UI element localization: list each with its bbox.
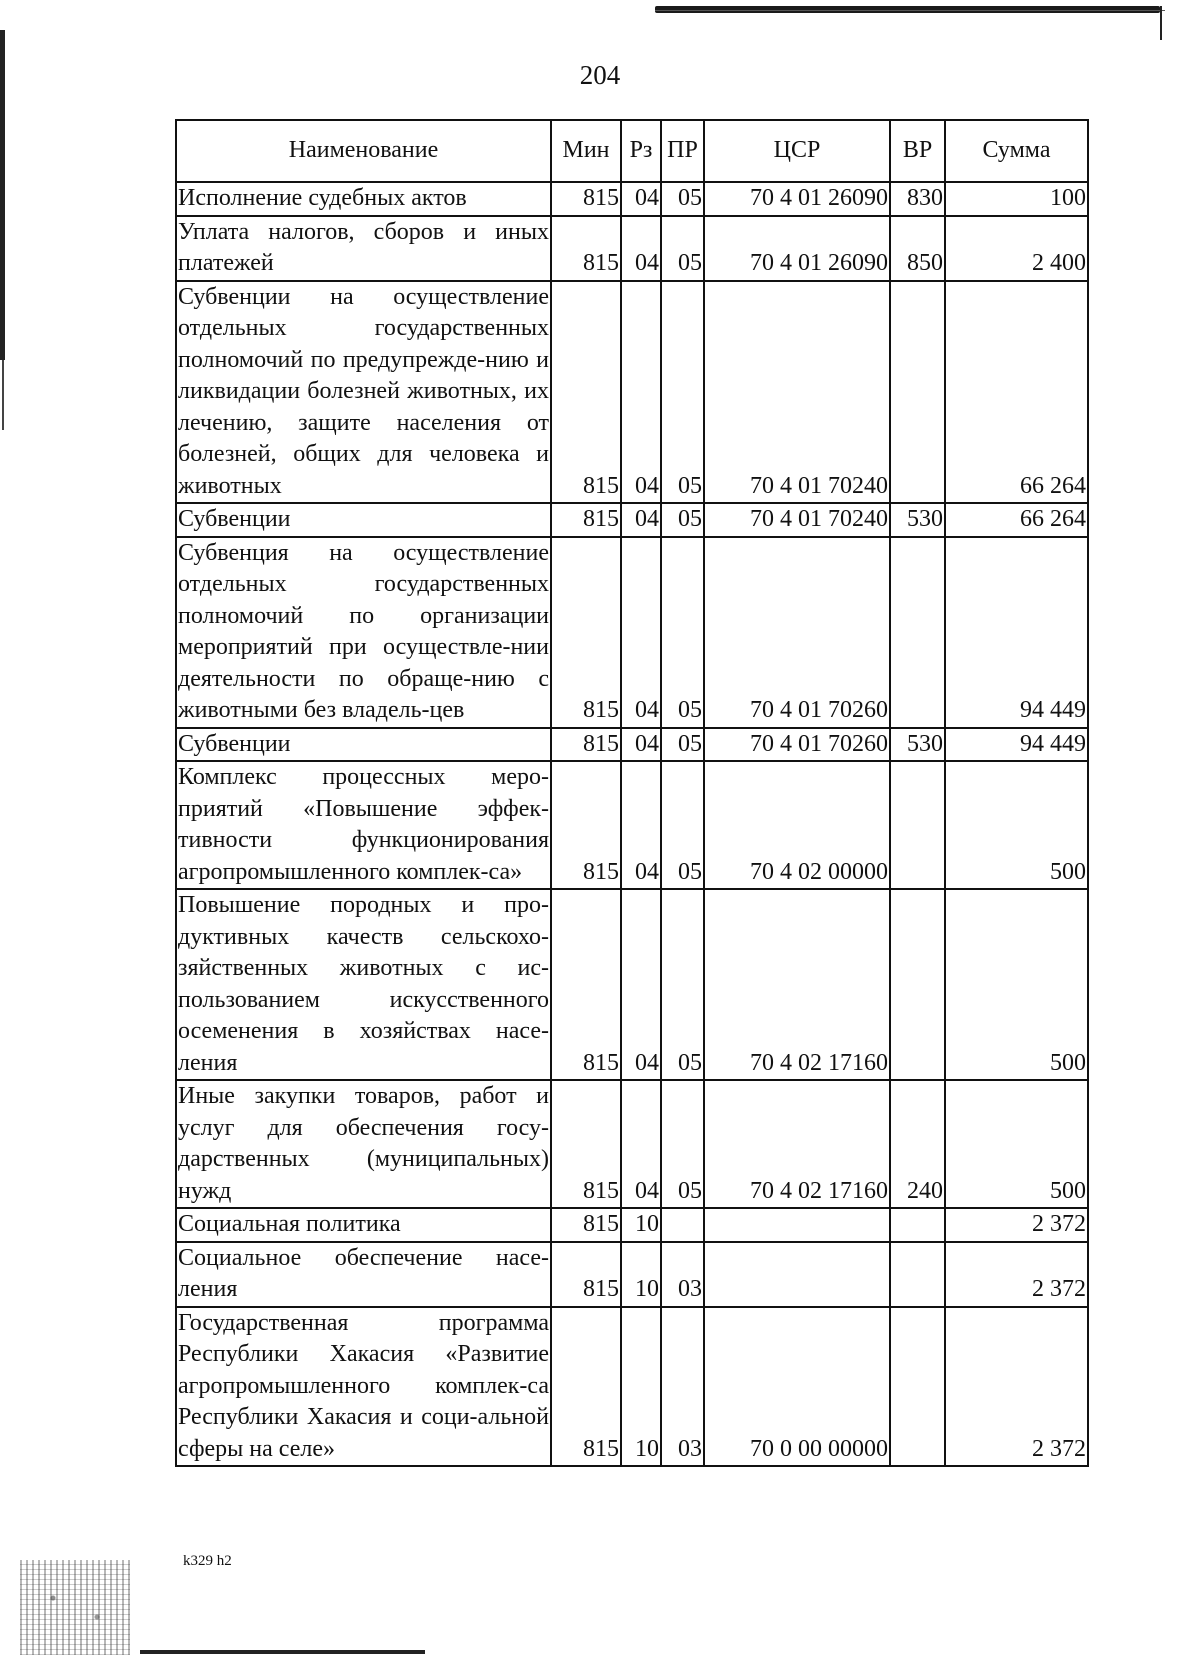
cell-vr	[890, 1242, 945, 1307]
cell-sum: 66 264	[945, 503, 1088, 537]
cell-min: 815	[551, 281, 621, 504]
cell-csr: 70 4 01 26090	[704, 182, 890, 216]
cell-min: 815	[551, 216, 621, 281]
cell-vr	[890, 1208, 945, 1242]
cell-sum: 2 372	[945, 1208, 1088, 1242]
cell-min: 815	[551, 182, 621, 216]
cell-pr: 05	[661, 889, 704, 1080]
cell-min: 815	[551, 1242, 621, 1307]
cell-name: Субвенция на осуществление отдельных государственных полномочий по организации мероприятий при осуществле-нии деятельности по обраще-нию с животными без владель-цев	[176, 537, 551, 728]
table-row	[176, 761, 1088, 889]
scan-edge-left-lower	[2, 360, 4, 430]
cell-min: 815	[551, 503, 621, 537]
cell-sum: 500	[945, 889, 1088, 1080]
cell-csr: 70 4 01 26090	[704, 216, 890, 281]
cell-sum: 100	[945, 182, 1088, 216]
cell-min: 815	[551, 537, 621, 728]
cell-sum: 500	[945, 761, 1088, 889]
table-row	[176, 1307, 1088, 1467]
cell-sum: 94 449	[945, 537, 1088, 728]
cell-vr	[890, 281, 945, 504]
scan-edge-right	[1160, 6, 1162, 40]
cell-min: 815	[551, 761, 621, 889]
cell-pr: 05	[661, 1080, 704, 1208]
cell-sum: 2 372	[945, 1307, 1088, 1467]
cell-name: Субвенции	[176, 728, 551, 762]
cell-pr: 05	[661, 537, 704, 728]
scan-edge-top-thin	[655, 10, 1165, 11]
cell-name: Уплата налогов, сборов и иных платежей	[176, 216, 551, 281]
cell-csr: 70 4 01 70240	[704, 281, 890, 504]
cell-rz: 04	[621, 728, 661, 762]
table-row	[176, 1242, 1088, 1307]
cell-vr	[890, 761, 945, 889]
header-rz: Рз	[621, 120, 661, 182]
table-header-row	[176, 120, 1088, 182]
cell-pr	[661, 1208, 704, 1242]
cell-pr: 03	[661, 1307, 704, 1467]
cell-rz: 04	[621, 503, 661, 537]
cell-rz: 04	[621, 761, 661, 889]
cell-vr: 530	[890, 503, 945, 537]
cell-csr: 70 4 01 70240	[704, 503, 890, 537]
cell-csr: 70 0 00 00000	[704, 1307, 890, 1467]
cell-csr: 70 4 02 17160	[704, 889, 890, 1080]
cell-name: Комплекс процессных меро-приятий «Повышение эффек-тивности функционирования агропромышленного комплек-са»	[176, 761, 551, 889]
cell-csr	[704, 1242, 890, 1307]
table-row	[176, 728, 1088, 762]
header-pr: ПР	[661, 120, 704, 182]
table-row	[176, 889, 1088, 1080]
cell-rz: 04	[621, 281, 661, 504]
cell-name: Социальная политика	[176, 1208, 551, 1242]
scan-edge-bottom	[140, 1650, 425, 1654]
cell-vr	[890, 1307, 945, 1467]
cell-rz: 10	[621, 1242, 661, 1307]
cell-pr: 05	[661, 281, 704, 504]
cell-name: Повышение породных и про-дуктивных качеств сельскохо-зяйственных животных с ис-пользованием искусственного осеменения в хозяйствах насе-ления	[176, 889, 551, 1080]
table-row	[176, 1208, 1088, 1242]
cell-name: Государственная программа Республики Хакасия «Развитие агропромышленного комплек-са Республики Хакасия и соци-альной сферы на селе»	[176, 1307, 551, 1467]
cell-pr: 05	[661, 182, 704, 216]
budget-table	[175, 119, 1089, 1467]
cell-csr: 70 4 02 00000	[704, 761, 890, 889]
footer-code: k329 h2	[183, 1553, 232, 1569]
header-vr: ВР	[890, 120, 945, 182]
cell-pr: 05	[661, 728, 704, 762]
header-name: Наименование	[176, 120, 551, 182]
cell-rz: 10	[621, 1208, 661, 1242]
cell-sum: 66 264	[945, 281, 1088, 504]
header-sum: Сумма	[945, 120, 1088, 182]
cell-sum: 2 400	[945, 216, 1088, 281]
page-number: 204	[579, 60, 621, 90]
table-body	[176, 182, 1088, 1466]
header-min: Мин	[551, 120, 621, 182]
table-row	[176, 503, 1088, 537]
cell-vr: 830	[890, 182, 945, 216]
cell-rz: 04	[621, 889, 661, 1080]
table-row	[176, 182, 1088, 216]
header-csr: ЦСР	[704, 120, 890, 182]
cell-sum: 500	[945, 1080, 1088, 1208]
cell-csr: 70 4 02 17160	[704, 1080, 890, 1208]
cell-name: Субвенции	[176, 503, 551, 537]
cell-sum: 2 372	[945, 1242, 1088, 1307]
cell-min: 815	[551, 889, 621, 1080]
cell-csr: 70 4 01 70260	[704, 537, 890, 728]
cell-rz: 04	[621, 182, 661, 216]
cell-min: 815	[551, 1208, 621, 1242]
cell-name: Социальное обеспечение насе-ления	[176, 1242, 551, 1307]
cell-rz: 04	[621, 537, 661, 728]
table-row	[176, 216, 1088, 281]
cell-vr	[890, 889, 945, 1080]
table-row	[176, 281, 1088, 504]
cell-vr	[890, 537, 945, 728]
cell-pr: 03	[661, 1242, 704, 1307]
cell-pr: 05	[661, 216, 704, 281]
cell-csr: 70 4 01 70260	[704, 728, 890, 762]
cell-vr: 530	[890, 728, 945, 762]
cell-rz: 04	[621, 216, 661, 281]
cell-csr	[704, 1208, 890, 1242]
cell-pr: 05	[661, 761, 704, 889]
cell-min: 815	[551, 728, 621, 762]
cell-rz: 10	[621, 1307, 661, 1467]
cell-min: 815	[551, 1307, 621, 1467]
cell-name: Исполнение судебных актов	[176, 182, 551, 216]
cell-vr: 850	[890, 216, 945, 281]
cell-pr: 05	[661, 503, 704, 537]
cell-name: Субвенции на осуществление отдельных государственных полномочий по предупрежде-нию и ликвидации болезней животных, их лечению, защите населения от болезней, общих для человека и животных	[176, 281, 551, 504]
cell-rz: 04	[621, 1080, 661, 1208]
cell-sum: 94 449	[945, 728, 1088, 762]
table-row	[176, 1080, 1088, 1208]
table-row	[176, 537, 1088, 728]
cell-min: 815	[551, 1080, 621, 1208]
scan-noise	[20, 1560, 130, 1655]
cell-vr: 240	[890, 1080, 945, 1208]
cell-name: Иные закупки товаров, работ и услуг для обеспечения госу-дарственных (муниципальных) нужд	[176, 1080, 551, 1208]
